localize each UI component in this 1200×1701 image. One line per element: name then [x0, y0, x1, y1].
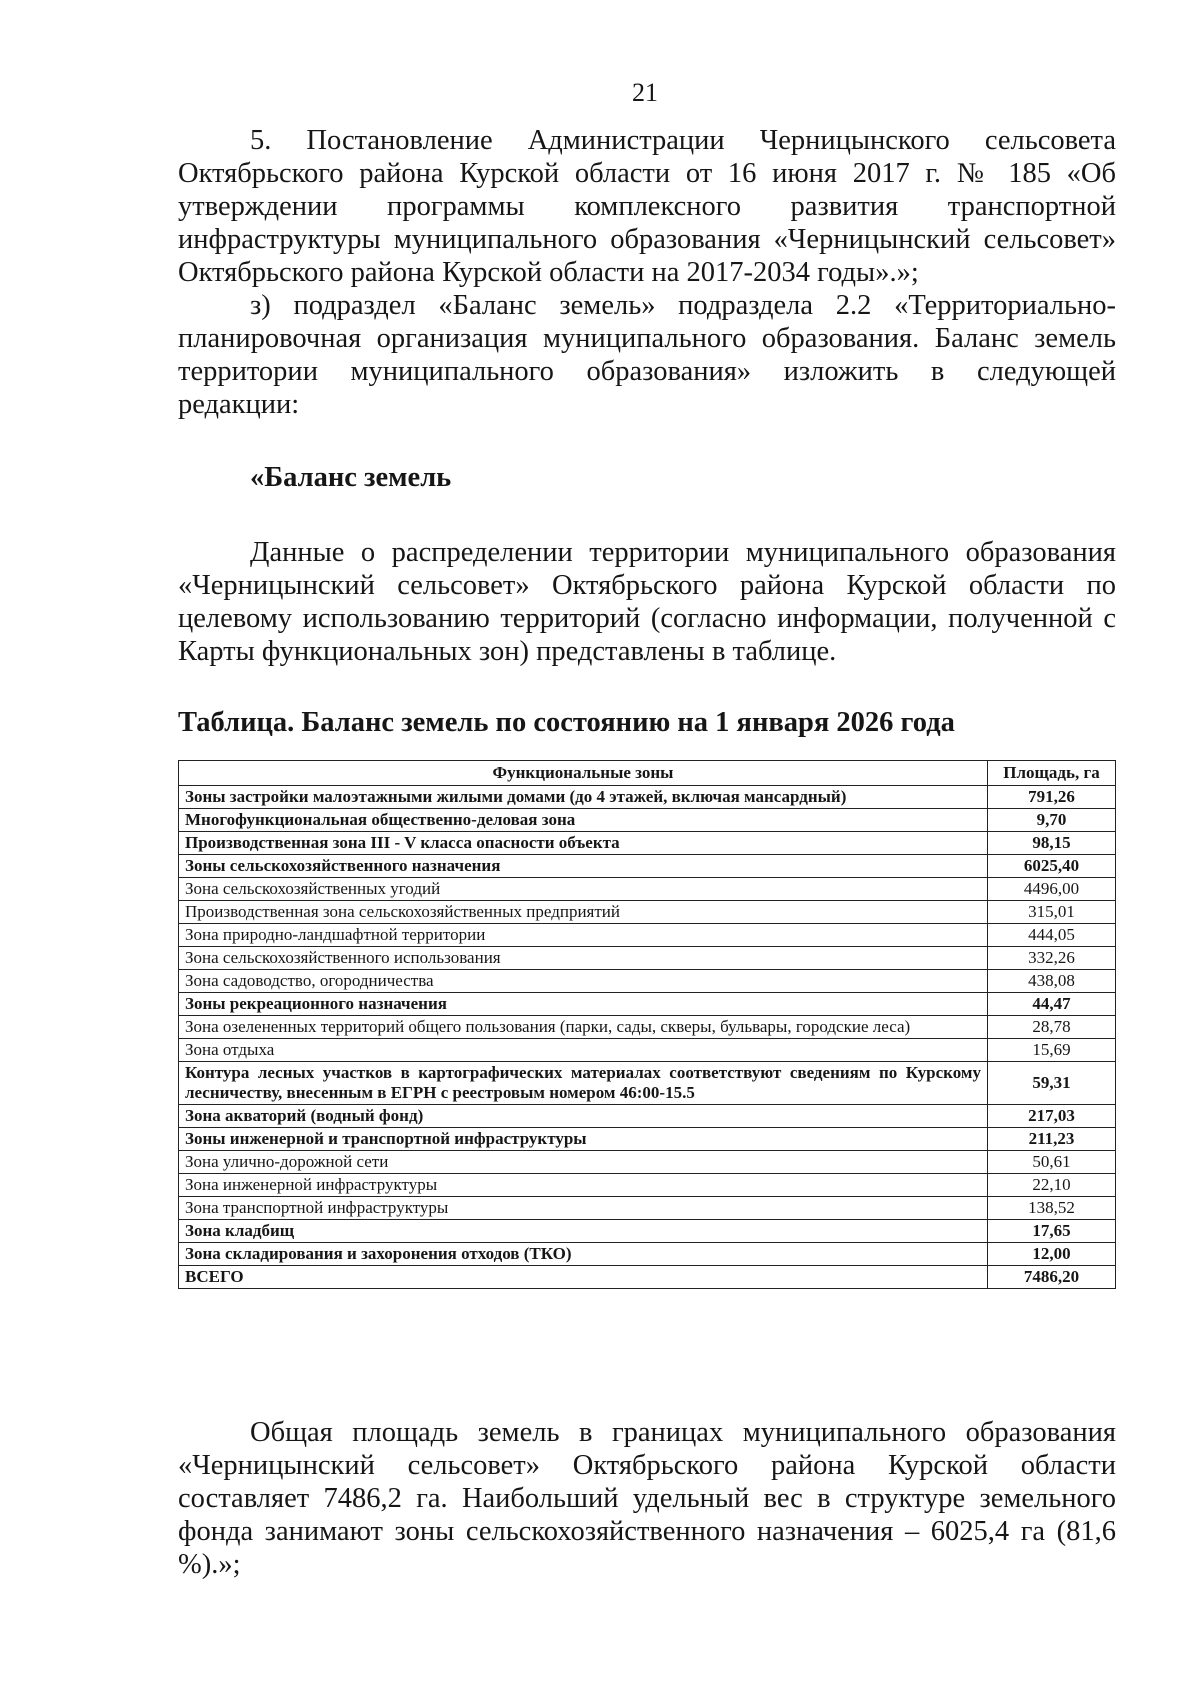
table-header-row	[179, 761, 1116, 786]
zone-area-cell: 332,26	[988, 947, 1116, 970]
zone-area-cell: 59,31	[988, 1062, 1116, 1105]
table-row	[179, 1243, 1116, 1266]
zone-area-cell: 17,65	[988, 1220, 1116, 1243]
zone-name-cell: Производственная зона III - V класса опасности объекта	[179, 832, 988, 855]
page-content	[178, 124, 1116, 1580]
table-row	[179, 924, 1116, 947]
zone-name-cell: Зона улично-дорожной сети	[179, 1151, 988, 1174]
zone-name-cell: Зона отдыха	[179, 1039, 988, 1062]
table-row	[179, 993, 1116, 1016]
zone-area-cell: 791,26	[988, 786, 1116, 809]
table-title: Таблица. Баланс земель по состоянию на 1 января 2026 года	[178, 707, 955, 738]
zone-name-cell: Контура лесных участков в картографических материалах соответствуют сведениям по Курскому лесничеству, внесенным в ЕГРН с реестровым номером 46:00-15.5	[179, 1062, 988, 1105]
zone-name-cell: Зона кладбищ	[179, 1220, 988, 1243]
zone-name-cell: Зона инженерной инфраструктуры	[179, 1174, 988, 1197]
zone-name-cell: Зоны рекреационного назначения	[179, 993, 988, 1016]
zone-name-cell: Зоны инженерной и транспортной инфраструктуры	[179, 1128, 988, 1151]
zone-area-cell: 6025,40	[988, 855, 1116, 878]
zone-name-cell: Зона сельскохозяйственных угодий	[179, 878, 988, 901]
zone-name-cell: Зона природно-ландшафтной территории	[179, 924, 988, 947]
zone-name-cell: Многофункциональная общественно-деловая зона	[179, 809, 988, 832]
section-heading: «Баланс земель	[250, 462, 452, 493]
zone-name-cell: Зона озелененных территорий общего пользования (парки, сады, скверы, бульвары, городские леса)	[179, 1016, 988, 1039]
table-row	[179, 970, 1116, 993]
table-row	[179, 855, 1116, 878]
paragraph-intro: Данные о распределении территории муниципального образования «Черницынский сельсовет» Октябрьского района Курской области по целевому использованию территорий (согласно информации, полученной с Карты функциональных зон) представлены в таблице.	[178, 537, 1116, 667]
zone-area-cell: 12,00	[988, 1243, 1116, 1266]
zone-area-cell: 44,47	[988, 993, 1116, 1016]
header-area: Площадь, га	[988, 761, 1116, 786]
table-row	[179, 832, 1116, 855]
table-row	[179, 1266, 1116, 1289]
zone-area-cell: 22,10	[988, 1174, 1116, 1197]
table-row	[179, 947, 1116, 970]
zone-area-cell: 438,08	[988, 970, 1116, 993]
page-number: 21	[632, 78, 658, 107]
zone-area-cell: 444,05	[988, 924, 1116, 947]
zone-name-cell: Зона транспортной инфраструктуры	[179, 1197, 988, 1220]
table-row	[179, 1105, 1116, 1128]
zone-area-cell: 217,03	[988, 1105, 1116, 1128]
table-row	[179, 1039, 1116, 1062]
table-row	[179, 809, 1116, 832]
table-row	[179, 878, 1116, 901]
paragraph-closing: Общая площадь земель в границах муниципального образования «Черницынский сельсовет» Октябрьского района Курской области составляет 7486,2 га. Наибольший удельный вес в структуре земельного фонда занимают зоны сельскохозяйственного назначения – 6025,4 га (81,6 %).»;	[178, 1417, 1116, 1580]
zone-area-cell: 211,23	[988, 1128, 1116, 1151]
table-row	[179, 901, 1116, 924]
zone-area-cell: 4496,00	[988, 878, 1116, 901]
zone-name-cell: Зона сельскохозяйственного использования	[179, 947, 988, 970]
zone-name-cell: Зона садоводство, огородничества	[179, 970, 988, 993]
table-row	[179, 786, 1116, 809]
zone-name-cell: ВСЕГО	[179, 1266, 988, 1289]
zone-name-cell: Зона складирования и захоронения отходов (ТКО)	[179, 1243, 988, 1266]
table-row	[179, 1174, 1116, 1197]
zone-area-cell: 7486,20	[988, 1266, 1116, 1289]
table-row	[179, 1062, 1116, 1105]
zone-name-cell: Зоны сельскохозяйственного назначения	[179, 855, 988, 878]
table-body	[179, 786, 1116, 1289]
zone-name-cell: Зона акваторий (водный фонд)	[179, 1105, 988, 1128]
zone-area-cell: 315,01	[988, 901, 1116, 924]
table-row	[179, 1128, 1116, 1151]
table-row	[179, 1151, 1116, 1174]
header-zones: Функциональные зоны	[179, 761, 988, 786]
table-row	[179, 1197, 1116, 1220]
zone-area-cell: 15,69	[988, 1039, 1116, 1062]
zone-name-cell: Производственная зона сельскохозяйственных предприятий	[179, 901, 988, 924]
zone-area-cell: 138,52	[988, 1197, 1116, 1220]
zone-area-cell: 98,15	[988, 832, 1116, 855]
table-row	[179, 1220, 1116, 1243]
zone-area-cell: 9,70	[988, 809, 1116, 832]
land-balance-table	[178, 760, 1116, 1289]
table-row	[179, 1016, 1116, 1039]
zone-area-cell: 50,61	[988, 1151, 1116, 1174]
paragraph-subsection-edit: з) подраздел «Баланс земель» подраздела 2.2 «Территориально-планировочная организация муниципального образования. Баланс земель территории муниципального образования» изложить в следующей редакции:	[178, 290, 1116, 420]
zone-name-cell: Зоны застройки малоэтажными жилыми домами (до 4 этажей, включая мансардный)	[179, 786, 988, 809]
paragraph-resolution-item: 5. Постановление Администрации Черницынского сельсовета Октябрьского района Курской области от 16 июня 2017 г. № 185 «Об утверждении программы комплексного развития транспортной инфраструктуры муниципального образования «Черницынский сельсовет» Октябрьского района Курской области на 2017-2034 годы».»;	[178, 125, 1116, 288]
zone-area-cell: 28,78	[988, 1016, 1116, 1039]
